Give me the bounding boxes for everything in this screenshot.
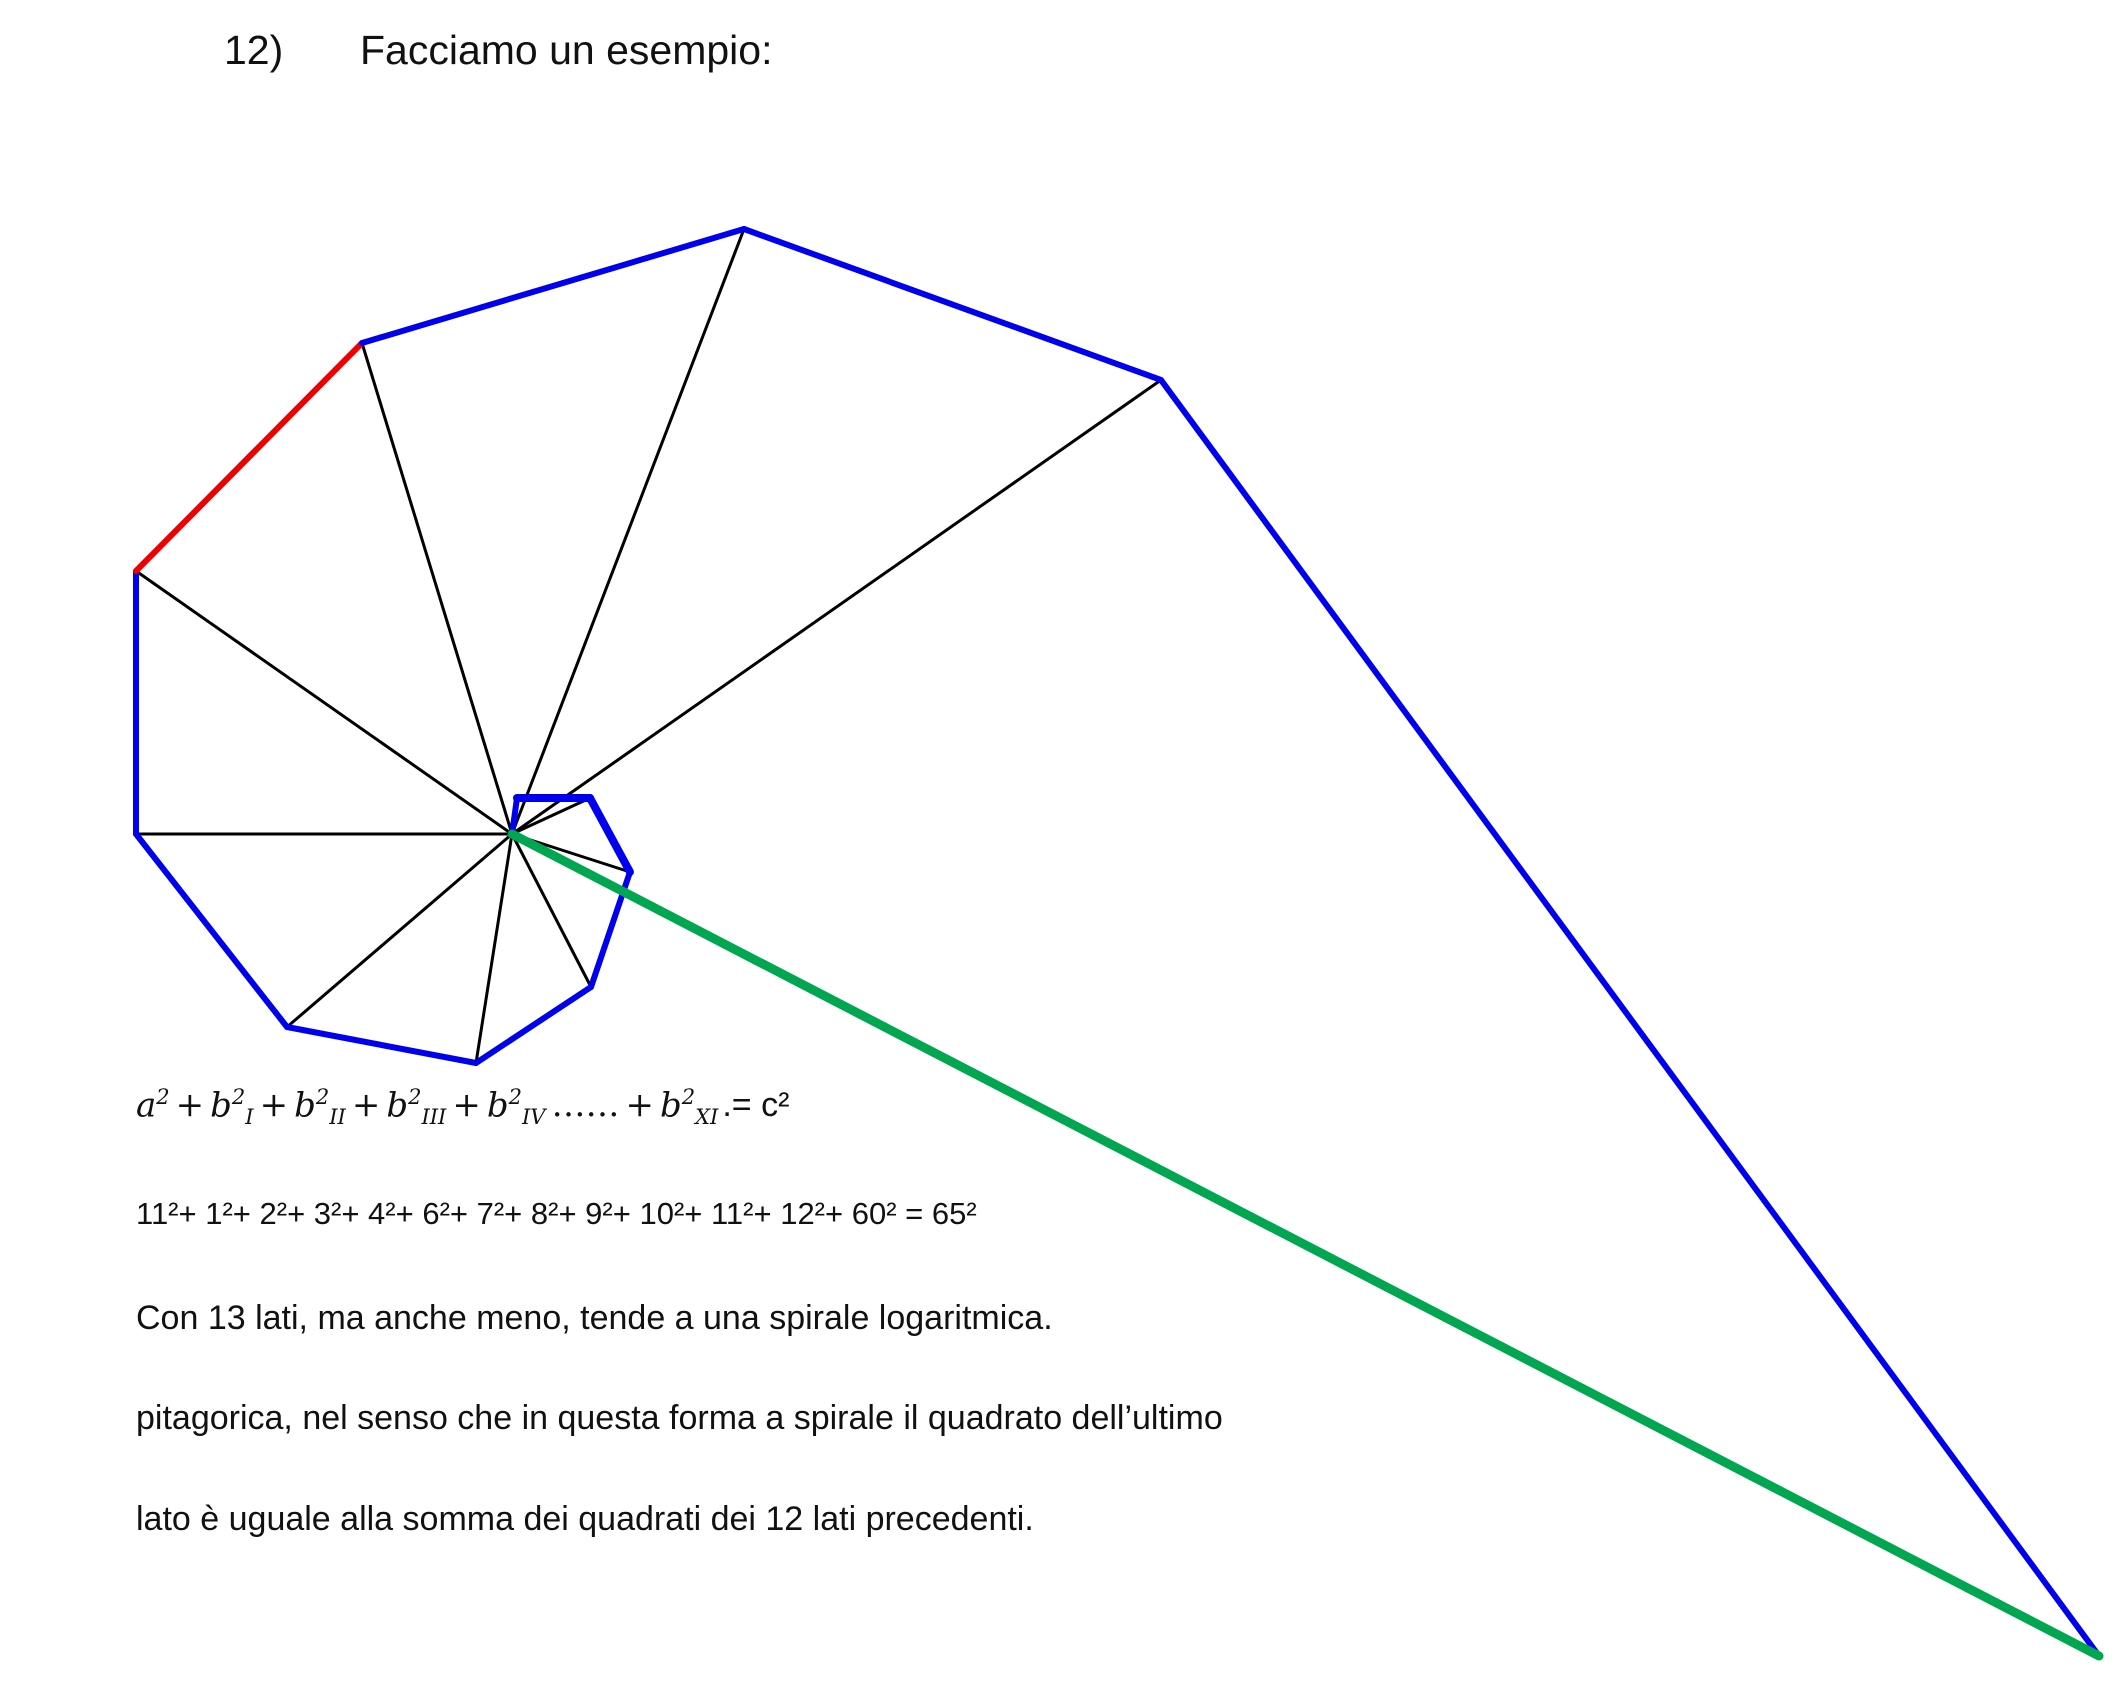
spoke-5 [476,834,512,1063]
spoke-9 [362,343,512,834]
section-title: Facciamo un esempio: [360,27,773,73]
side-red [136,343,362,571]
spoke-6 [287,834,512,1027]
formula-b: b [294,1085,316,1126]
formula-sub-last: XI [695,1105,719,1130]
formula-plus: + [175,1085,205,1126]
formula-rhs: .= c² [722,1086,790,1125]
formula-a: a [136,1085,157,1126]
sides-group [136,229,2099,1656]
formula-b: b [486,1085,509,1126]
formula-sub-2: II [329,1105,346,1130]
formula-b: b [210,1085,232,1126]
side-10 [744,229,1161,380]
side-11 [1161,380,2099,1656]
formula-exp: 2 [508,1085,522,1109]
side-9 [362,229,744,343]
formula-b: b [386,1085,409,1126]
formula-exp: 2 [408,1085,422,1109]
sum-formula [136,1085,789,1129]
side-6 [136,834,287,1027]
formula-sub-4: IV [522,1105,546,1130]
formula-plus: + [351,1085,381,1126]
formula-dots: …… [551,1085,620,1126]
spoke-8 [136,571,512,834]
side-4 [476,987,591,1063]
formula-exp: 2 [231,1085,246,1109]
formula-plus: + [452,1085,481,1126]
paragraph-2: pitagorica, nel senso che in questa forma a spirale il quadrato dell’ultimo [136,1399,1223,1437]
section-number: 12) [224,27,284,73]
side-5 [287,1027,476,1063]
paragraph-1: Con 13 lati, ma anche meno, tende a una spirale logaritmica. [136,1299,1053,1337]
formula-plus: + [259,1085,289,1126]
formula-sub-1: I [245,1105,254,1130]
formula-exp: 2 [681,1085,696,1109]
spokes-group [136,229,2099,1656]
formula-exp: 2 [315,1085,330,1109]
numeric-example: 11²+ 1²+ 2²+ 3²+ 4²+ 6²+ 7²+ 8²+ 9²+ 10²+ 11²+ 12²+ 60² = 65² [136,1196,977,1231]
formula-b: b [659,1085,682,1126]
formula-sub-3: III [421,1105,447,1130]
paragraph-3: lato è uguale alla somma dei quadrati dei 12 lati precedenti. [136,1500,1034,1538]
side-a [512,798,517,834]
formula-plus: + [625,1085,654,1126]
formula-exp: 2 [156,1085,170,1109]
spoke-10 [512,229,744,834]
spoke-11 [512,380,1161,834]
